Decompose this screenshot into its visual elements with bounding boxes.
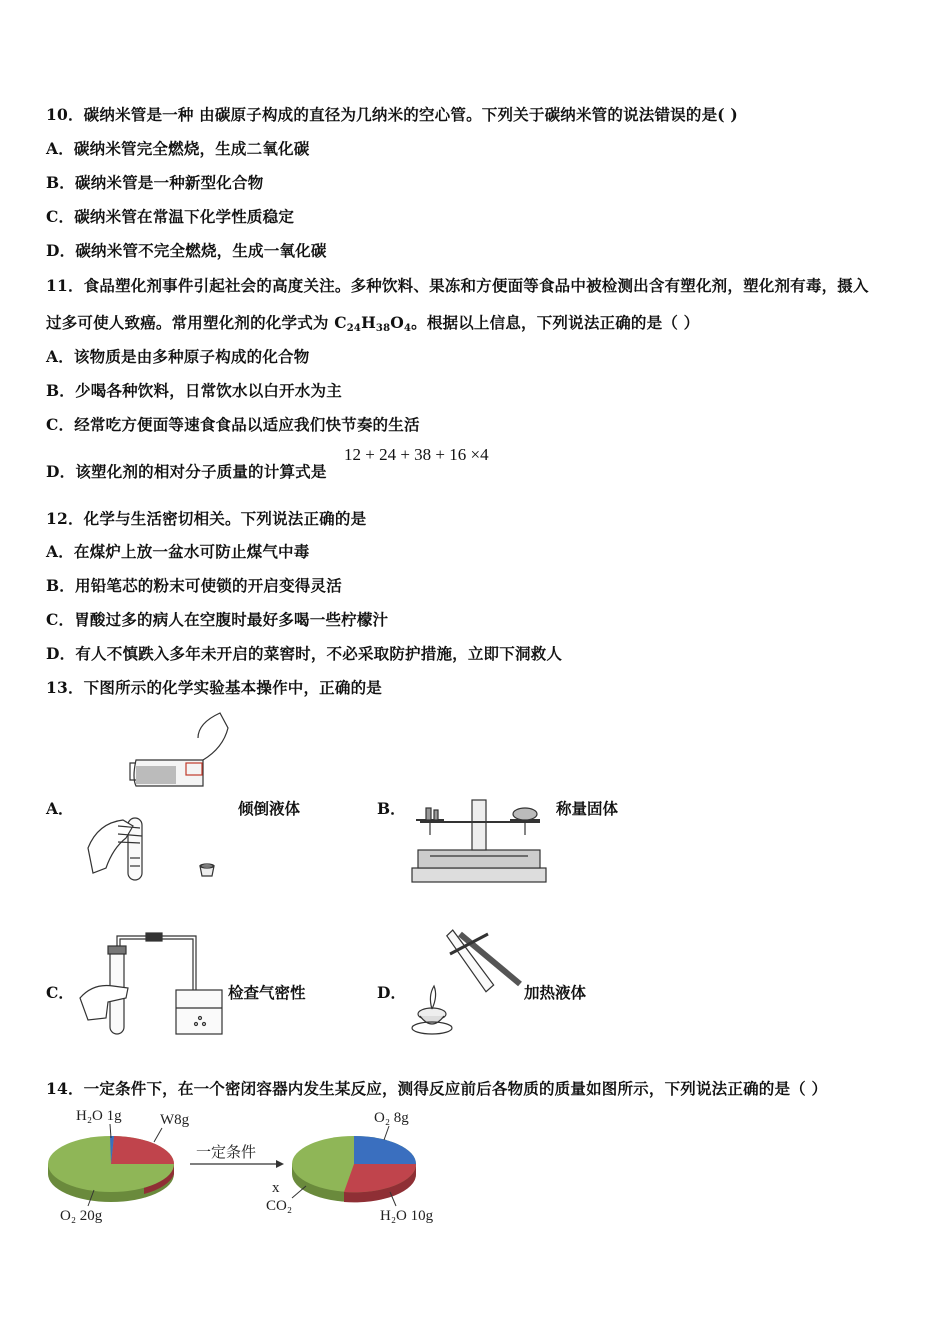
q12-option-c: C．胃酸过多的病人在空腹时最好多喝一些柠檬汁: [46, 610, 389, 629]
heating-liquid-figure: [410, 924, 525, 1039]
pie-before: [48, 1108, 190, 1224]
q10-option-d: D．碳纳米管不完全燃烧，生成一氧化碳: [46, 241, 327, 260]
q11-d-formula: 12 + 24 + 38 + 16 ×4: [344, 445, 489, 464]
formula-sub-h: 38: [375, 323, 391, 334]
q11-option-a: A．该物质是由多种原子构成的化合物: [46, 347, 310, 366]
q10-option-a: A．碳纳米管完全燃烧，生成二氧化碳: [46, 139, 310, 158]
after-x-label: x: [272, 1180, 280, 1196]
formula-o: O: [390, 313, 404, 332]
q12-option-a: A．在煤炉上放一盆水可防止煤气中毒: [46, 542, 310, 561]
before-o2-label: O₂ 20g: [60, 1208, 103, 1224]
q13-c-letter: C．: [46, 983, 74, 1002]
q11-stem-post: 。根据以上信息，下列说法正确的是（ ）: [411, 313, 700, 332]
q10-stem: 10．碳纳米管是一种 由碳原子构成的直径为几纳米的空心管。下列关于碳纳米管的说法错误的是( ): [46, 105, 738, 124]
pie-after: [266, 1110, 434, 1224]
after-o2-label: O₂ 8g: [374, 1110, 409, 1126]
q11-stem-line2: [46, 311, 699, 334]
q10-option-b: B．碳纳米管是一种新型化合物: [46, 173, 264, 192]
q11-stem-pre: 过多可使人致癌。常用塑化剂的化学式为 C: [46, 313, 347, 332]
q10-option-c: C．碳纳米管在常温下化学性质稳定: [46, 207, 295, 226]
q14-stem: 14．一定条件下，在一个密闭容器内发生某反应，测得反应前后各物质的质量如图所示，下列说法正确的是（ ）: [46, 1079, 828, 1098]
q13-d-letter: D．: [377, 983, 406, 1002]
q12-option-d: D．有人不慎跌入多年未开启的菜窖时，不必采取防护措施，立即下洞救人: [46, 644, 563, 663]
q11-option-c: C．经常吃方便面等速食食品以适应我们快节奏的生活: [46, 415, 420, 434]
q12-stem: 12．化学与生活密切相关。下列说法正确的是: [46, 509, 367, 528]
before-w-label: W8g: [160, 1112, 190, 1128]
q13-a-caption: 倾倒液体: [238, 799, 301, 818]
before-h2o-label: H₂O 1g: [76, 1108, 122, 1124]
formula-h: H: [361, 313, 376, 332]
balance-scale-figure: [410, 790, 550, 885]
q11-option-d: D．该塑化剂的相对分子质量的计算式是: [46, 462, 327, 481]
q13-b-letter: B．: [377, 799, 406, 818]
arrow-head: [276, 1160, 284, 1168]
arrow-label: 一定条件: [196, 1143, 257, 1161]
airtightness-check-figure: [78, 928, 228, 1038]
q13-a-letter: A．: [46, 799, 74, 818]
q12-option-b: B．用铅笔芯的粉末可使锁的开启变得灵活: [46, 576, 342, 595]
q13-d-caption: 加热液体: [524, 983, 587, 1002]
q13-c-caption: 检查气密性: [228, 983, 306, 1002]
pouring-liquid-figure: [78, 708, 238, 888]
q13-stem: 13．下图所示的化学实验基本操作中，正确的是: [46, 678, 382, 697]
q13-b-caption: 称量固体: [556, 799, 619, 818]
after-h2o-label: H₂O 10g: [380, 1208, 434, 1224]
q11-option-b: B．少喝各种饮料，日常饮水以白开水为主: [46, 381, 342, 400]
reaction-pie-diagram: [44, 1102, 454, 1232]
after-co2-label: CO₂: [266, 1198, 293, 1214]
q11-stem-line1: 11．食品塑化剂事件引起社会的高度关注。多种饮料、果冻和方便面等食品中被检测出含有塑化剂，塑化剂有毒，摄入: [46, 276, 869, 295]
formula-sub-o: 4: [403, 323, 412, 334]
formula-sub-c: 24: [346, 323, 362, 334]
